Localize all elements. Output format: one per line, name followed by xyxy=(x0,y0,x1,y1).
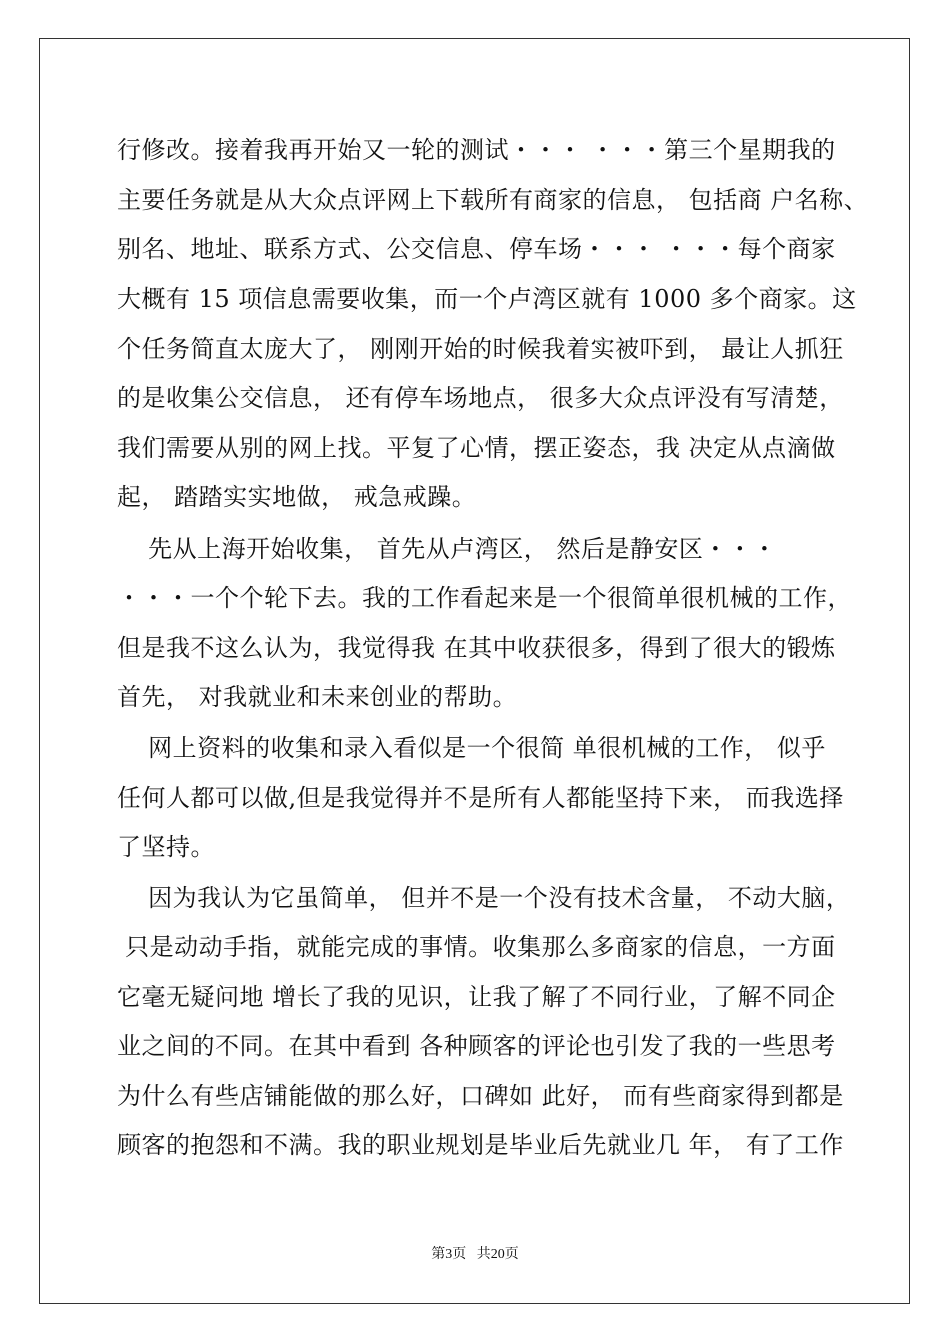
text-line: 我们需要从别的网上找。平复了心情，摆正姿态，我 决定从点滴做 xyxy=(117,434,836,462)
text-line: 网上资料的收集和录入看似是一个很简 单很机械的工作， 似乎 xyxy=(140,734,826,762)
text-line: 首先， 对我就业和未来创业的帮助。 xyxy=(117,683,518,711)
text-line: 先从上海开始收集， 首先从卢湾区， 然后是静安区・・・ xyxy=(140,535,777,563)
text-line: 为什么有些店铺能做的那么好，口碑如 此好， 而有些商家得到都是 xyxy=(117,1082,844,1110)
text-line: 顾客的抱怨和不满。我的职业规划是毕业后先就业几 年， 有了工作 xyxy=(117,1131,844,1159)
text-line: 别名、地址、联系方式、公交信息、停车场・・・ ・・・每个商家 xyxy=(117,235,836,263)
page-border xyxy=(39,38,910,1304)
text-line: 了坚持。 xyxy=(117,833,215,861)
text-line: 但是我不这么认为，我觉得我 在其中收获很多，得到了很大的锻炼 xyxy=(117,634,836,662)
text-line: 它毫无疑问地 增长了我的见识，让我了解了不同行业，了解不同企 xyxy=(117,983,836,1011)
text-line: 个任务简直太庞大了， 刚刚开始的时候我着实被吓到， 最让人抓狂 xyxy=(117,335,844,363)
text-line: 的是收集公交信息， 还有停车场地点， 很多大众点评没有写清楚， xyxy=(117,384,844,412)
text-line: 主要任务就是从大众点评网上下载所有商家的信息， 包括商 户名称、 xyxy=(117,186,869,214)
text-line: 只是动动手指，就能完成的事情。收集那么多商家的信息，一方面 xyxy=(117,933,836,961)
text-line: 行修改。接着我再开始又一轮的测试・・・ ・・・第三个星期我的 xyxy=(117,136,836,164)
text-line: 业之间的不同。在其中看到 各种顾客的评论也引发了我的一些思考 xyxy=(117,1032,836,1060)
text-line: ・・・一个个轮下去。我的工作看起来是一个很简单很机械的工作， xyxy=(117,584,852,612)
text-line: 因为我认为它虽简单， 但并不是一个没有技术含量， 不动大脑， xyxy=(140,884,851,912)
text-line: 大概有 15 项信息需要收集，而一个卢湾区就有 1000 多个商家。这 xyxy=(117,285,857,313)
text-line: 任何人都可以做,但是我觉得并不是所有人都能坚持下来， 而我选择 xyxy=(117,784,844,812)
text-line: 起， 踏踏实实地做， 戒急戒躁。 xyxy=(117,483,477,511)
page-number-footer: 第3页 共20页 xyxy=(431,1247,519,1262)
